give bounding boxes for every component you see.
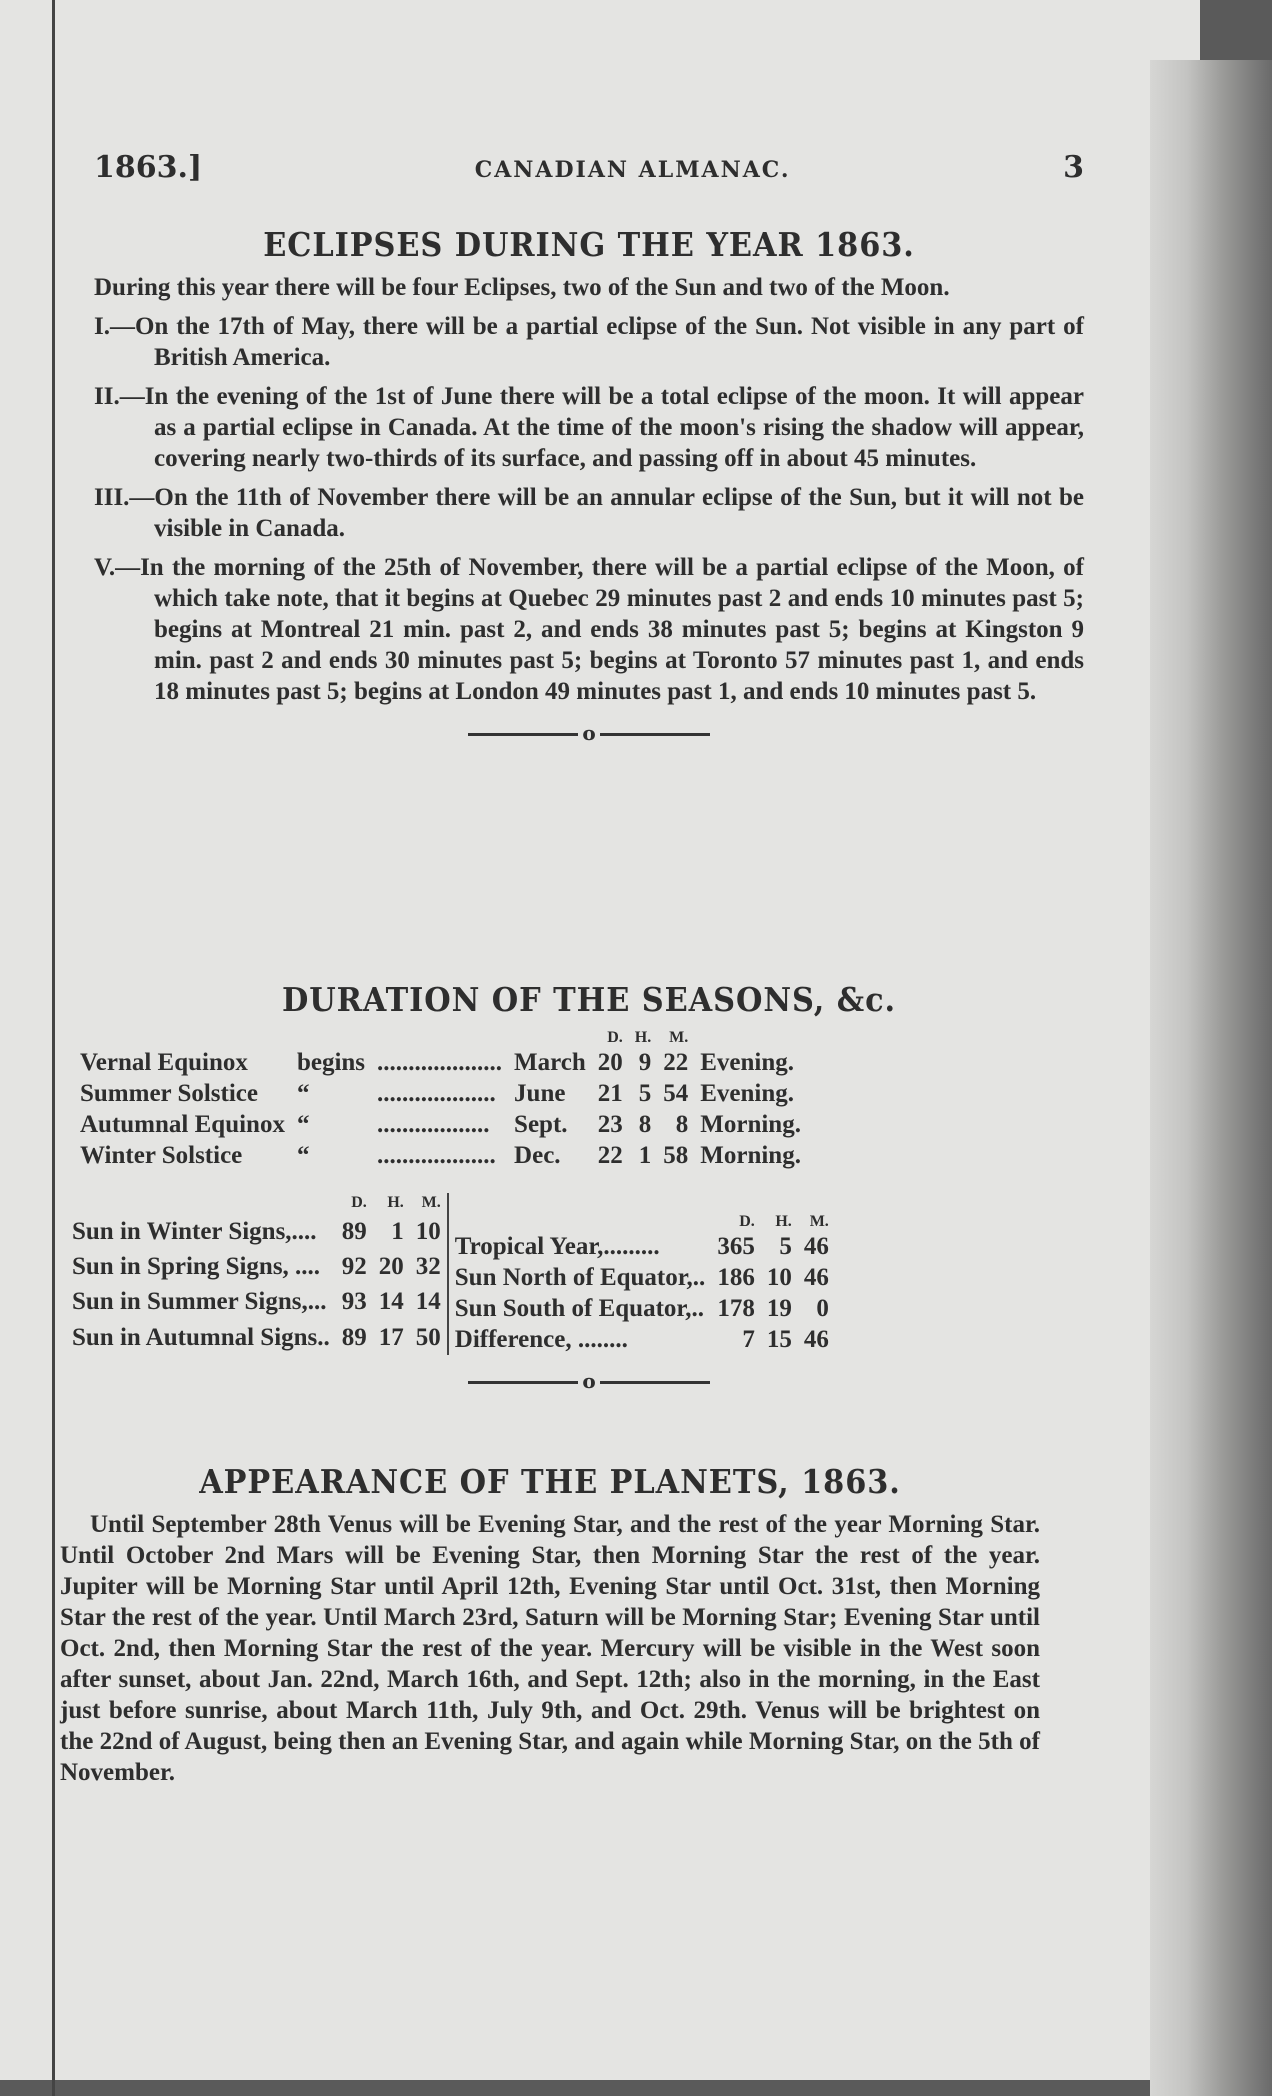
time-of-day: Evening. — [700, 1080, 795, 1107]
year-table: D. H. M. Tropical Year,......... 365 5 46 Sun North of Equator,.. 186 10 46 Sun South of Equator,.. 178 19 0 Difference, ........ 7 15 46 — [449, 1213, 835, 1355]
day: 7 — [742, 1326, 755, 1353]
hour: 1 — [391, 1217, 404, 1245]
hour: 17 — [378, 1323, 404, 1351]
season-name: Autumnal Equinox — [80, 1111, 285, 1138]
eclipse-item: II.—In the evening of the 1st of June there will be a total eclipse of the moon. It will appear as a partial eclipse in Canada. At the time of the moon's rising the shadow will appear, covering nearly two-thirds of its surface, and passing off in about 45 minutes. — [94, 383, 1084, 472]
row-label: Sun in Autumnal Signs.. — [72, 1323, 330, 1351]
minute: 50 — [415, 1323, 441, 1351]
day: 186 — [717, 1264, 755, 1291]
sun-row — [449, 1231, 835, 1262]
season-row — [74, 1078, 807, 1109]
minute: 46 — [803, 1326, 829, 1353]
row-label: Sun South of Equator,.. — [454, 1295, 704, 1322]
hour: 14 — [378, 1288, 404, 1316]
day: 89 — [341, 1217, 367, 1245]
leader-dots: ................... — [377, 1142, 496, 1169]
header-title: CANADIAN ALMANAC. — [474, 157, 791, 183]
binding-line — [52, 0, 55, 2096]
eclipses-intro: During this year there will be four Eclipses, two of the Sun and two of the Moon. — [94, 274, 950, 301]
season-verb: “ — [296, 1111, 310, 1138]
season-name: Summer Solstice — [80, 1080, 258, 1107]
leader-dots: .................. — [377, 1111, 490, 1138]
eclipse-item: III.—On the 11th of November there will be an annular eclipse of the Sun, but it will not be visible in Canada. — [94, 484, 1084, 542]
day: 365 — [717, 1233, 755, 1260]
day: 93 — [341, 1288, 367, 1316]
page-number: 3 — [1063, 150, 1084, 185]
sun-row — [449, 1262, 835, 1293]
row-label: Sun North of Equator,.. — [454, 1264, 706, 1291]
eclipse-item: I.—On the 17th of May, there will be a partial eclipse of the Sun. Not visible in any part of British America. — [94, 313, 1084, 371]
minute: 54 — [663, 1080, 689, 1107]
minute: 58 — [663, 1142, 689, 1169]
day: 92 — [341, 1253, 367, 1281]
day: 178 — [717, 1295, 755, 1322]
season-verb: “ — [296, 1080, 310, 1107]
season-row — [74, 1109, 807, 1140]
seasons-title: DURATION OF THE SEASONS, &c. — [281, 980, 897, 1019]
minute: 0 — [816, 1295, 829, 1322]
hour: 5 — [779, 1233, 792, 1260]
planets-section — [60, 1462, 1040, 1788]
season-row — [74, 1140, 807, 1171]
day: 89 — [341, 1323, 367, 1351]
row-label: Difference, ........ — [454, 1326, 628, 1353]
eclipse-item: V.—In the morning of the 25th of November, there will be a partial eclipse of the Moon, of which take note, that it begins at Quebec 29 minutes past 2 and ends 10 minutes past 5; begins at Montreal 21 min. past 2, and ends 38 minutes past 5; begins at Kingston 9 min. past 2 and ends 30 minutes past 5; begins at Toronto 57 minutes past 1, and ends 18 minutes past 5; begins at London 49 minutes past 1, and ends 10 minutes past 5. — [94, 554, 1084, 705]
minute: 22 — [663, 1049, 689, 1076]
day: 20 — [597, 1049, 623, 1076]
hour: 5 — [638, 1080, 652, 1107]
eclipses-section — [94, 225, 1084, 745]
time-of-day: Evening. — [700, 1049, 795, 1076]
season-row — [74, 1047, 807, 1078]
season-verb: begins — [296, 1049, 366, 1076]
minute: 32 — [415, 1253, 441, 1281]
row-label: Sun in Spring Signs, .... — [72, 1253, 321, 1281]
hour: 20 — [378, 1253, 404, 1281]
seasons-table: D. H. M. Vernal Equinox begins .................... March 20 9 22 Evening. Summer Solstice “ ................... June 21 5 54 Evening. Autumnal Equinox “ .................. Sept. 23 8 8 Morning. Winter Solstice “ ................... Dec. 22 1 58 Morning. — [74, 1029, 807, 1171]
planets-title: APPEARANCE OF THE PLANETS, 1863. — [199, 1462, 901, 1501]
time-of-day: Morning. — [700, 1142, 801, 1169]
row-label: Sun in Summer Signs,... — [72, 1288, 327, 1316]
hour: 9 — [638, 1049, 652, 1076]
hour: 19 — [766, 1295, 792, 1322]
season-name: Winter Solstice — [80, 1142, 243, 1169]
season-name: Vernal Equinox — [80, 1049, 248, 1076]
row-label: Sun in Winter Signs,.... — [72, 1217, 317, 1245]
sun-signs-table: D. H. M. Sun in Winter Signs,.... 89 1 10 Sun in Spring Signs, .... 92 20 32 Sun in Summer Signs,... 93 14 14 Sun in Autumnal Signs.. 89 17 50 — [66, 1193, 449, 1355]
minute: 46 — [803, 1233, 829, 1260]
seasons-section — [72, 980, 1084, 1393]
season-month: Dec. — [514, 1142, 561, 1169]
leader-dots: .................... — [377, 1049, 503, 1076]
sun-tables — [66, 1193, 1084, 1355]
page-edges — [1150, 60, 1272, 2096]
hour: 15 — [766, 1326, 792, 1353]
divider: o — [94, 1369, 1084, 1393]
hour: 8 — [638, 1111, 652, 1138]
minute: 14 — [415, 1288, 441, 1316]
hour: 1 — [638, 1142, 652, 1169]
eclipses-title: ECLIPSES DURING THE YEAR 1863. — [263, 225, 915, 264]
sun-row — [66, 1320, 448, 1355]
leader-dots: ................... — [377, 1080, 496, 1107]
running-header — [94, 150, 1084, 185]
season-month: Sept. — [514, 1111, 568, 1138]
sun-row — [449, 1293, 835, 1324]
divider: o — [94, 721, 1084, 745]
season-verb: “ — [296, 1142, 310, 1169]
sun-row — [66, 1249, 448, 1284]
sun-row — [66, 1214, 448, 1249]
row-label: Tropical Year,......... — [454, 1233, 660, 1260]
sun-row — [449, 1324, 835, 1355]
day: 21 — [597, 1080, 623, 1107]
sun-row — [66, 1284, 448, 1319]
minute: 10 — [415, 1217, 441, 1245]
planets-text: Until September 28th Venus will be Evening Star, and the rest of the year Morning Star. Until October 2nd Mars will be Evening Star, then Morning Star the rest of the year. Jupiter will be Morning Star until April 12th, Evening Star until Oct. 31st, then Morning Star the rest of the year. Until March 23rd, Saturn will be Morning Star; Evening Star until Oct. 2nd, then Morning Star the rest of the year. Mercury will be visible in the West soon after sunset, about Jan. 22nd, March 16th, and Sept. 12th; also in the morning, in the East just before sunrise, about March 11th, July 9th, and Oct. 29th. Venus will be brightest on the 22nd of August, being then an Evening Star, and again while Morning Star, on the 5th of November. — [60, 1511, 1040, 1786]
minute: 46 — [803, 1264, 829, 1291]
day: 22 — [597, 1142, 623, 1169]
day: 23 — [597, 1111, 623, 1138]
header-year: 1863.] — [94, 150, 203, 185]
hour: 10 — [766, 1264, 792, 1291]
time-of-day: Morning. — [700, 1111, 801, 1138]
season-month: June — [514, 1080, 566, 1107]
minute: 8 — [675, 1111, 689, 1138]
season-month: March — [514, 1049, 586, 1076]
